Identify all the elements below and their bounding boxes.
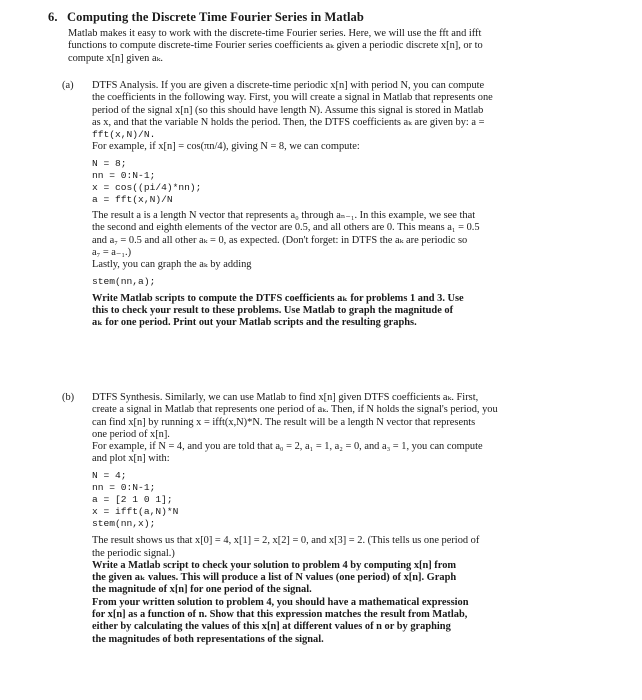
code-line: nn = 0:N-1; [92,169,156,181]
code-line: N = 8; [92,157,127,169]
part-a-para2-line: and a₇ = 0.5 and all other aₖ = 0, as expected. (Don't forget: in DTFS the aₖ are periodic so [92,234,468,246]
part-a-para1-line: period of the signal x[n] (so this should have length N). Assume this signal is stored in Matlab [92,104,484,116]
intro-line: Matlab makes it easy to work with the discrete-time Fourier series. Here, we will use the fft and ifft [68,28,482,39]
section-number: 6. [48,10,58,24]
part-b-task1-line: the given aₖ values. This will produce a list of N values (one period) of x[n]. Graph [92,572,457,584]
part-b-result-line: the periodic signal.) [92,547,175,559]
part-a-para2-line: a₇ = a₋₁.) [92,247,132,259]
part-a-para2-line: The result a is a length N vector that represents a₀ through aₙ₋₁. In this example, we see that [92,210,476,222]
part-a-body [92,80,632,330]
part-a-para1-line: fft(x,N)/N. [92,129,156,141]
code-line: nn = 0:N-1; [92,481,156,493]
code-line: x = ifft(a,N)*N [92,506,179,518]
part-b-label: (b) [62,392,75,403]
part-b-task2-line: the magnitudes of both representations of the signal. [92,633,324,645]
part-b-task1-line: Write a Matlab script to check your solution to problem 4 by computing x[n] from [92,559,457,571]
part-a-para1-line: the coefficients in the following way. First, you will create a signal in Matlab that represents one [92,92,493,104]
code-line: N = 4; [92,469,127,481]
part-b-example-intro: and plot x[n] with: [92,453,170,465]
intro-paragraph [68,28,628,65]
intro-line: functions to compute discrete-time Fourier series coefficients aₖ given a periodic discrete x[n], or to [68,40,483,52]
part-b-task2-line: for x[n] as a function of n. Show that this expression matches the result from Matlab, [92,609,468,621]
part-b-result-line: The result shows us that x[0] = 4, x[1] = 2, x[2] = 0, and x[3] = 2. (This tells us one period of [92,535,480,547]
part-b-body [92,392,632,646]
stem-code-line: stem(nn,a); [92,275,156,287]
code-line: a = [2 1 0 1]; [92,493,173,505]
part-b-para1-line: one period of x[n]. [92,428,170,440]
part-a-para2-line: Lastly, you can graph the aₖ by adding [92,259,252,271]
part-a-task-line: Write Matlab scripts to compute the DTFS coefficients aₖ for problems 1 and 3. Use [92,292,464,304]
part-b-para1-line: create a signal in Matlab that represents one period of aₖ. Then, if N holds the signal's period, you [92,404,498,416]
part-b-para1-line: DTFS Synthesis. Similarly, we can use Matlab to find x[n] given DTFS coefficients aₖ. First, [92,392,479,403]
part-a-para1-line: DTFS Analysis. If you are given a discrete-time periodic x[n] with period N, you can compute [92,80,485,91]
part-b-task2-line: either by calculating the values of this x[n] at different values of n or by graphing [92,621,451,633]
part-a-para1-line: as x, and that the variable N holds the period. Then, the DTFS coefficients aₖ are given by: a = [92,116,485,128]
part-a-example-intro: For example, if x[n] = cos(πn/4), giving N = 8, we can compute: [92,141,360,153]
code-line: stem(nn,x); [92,518,156,530]
code-line: x = cos((pi/4)*nn); [92,181,202,193]
intro-line: compute x[n] given aₖ. [68,52,163,64]
part-b-task2-line: From your written solution to problem 4, you should have a mathematical expression [92,596,469,608]
section-heading [48,10,364,25]
code-line: a = fft(x,N)/N [92,194,173,206]
part-a-task-line: aₖ for one period. Print out your Matlab scripts and the resulting graphs. [92,317,417,329]
part-b-example-intro: For example, if N = 4, and you are told that a₀ = 2, a₁ = 1, a₂ = 0, and a₃ = 1, you can compute [92,441,483,453]
part-b-para1-line: can find x[n] by running x = ifft(x,N)*N. The result will be a length N vector that represents [92,416,476,428]
part-a-label: (a) [62,80,74,91]
section-title: Computing the Discrete Time Fourier Series in Matlab [67,10,364,24]
part-a-para2-line: the second and eighth elements of the vector are 0.5, and all others are 0. This means a₁ = 0.5 [92,222,480,234]
part-b-task1-line: the magnitude of x[n] for one period of the signal. [92,584,312,596]
part-a-task-line: this to check your result to these problems. Use Matlab to graph the magnitude of [92,305,454,317]
